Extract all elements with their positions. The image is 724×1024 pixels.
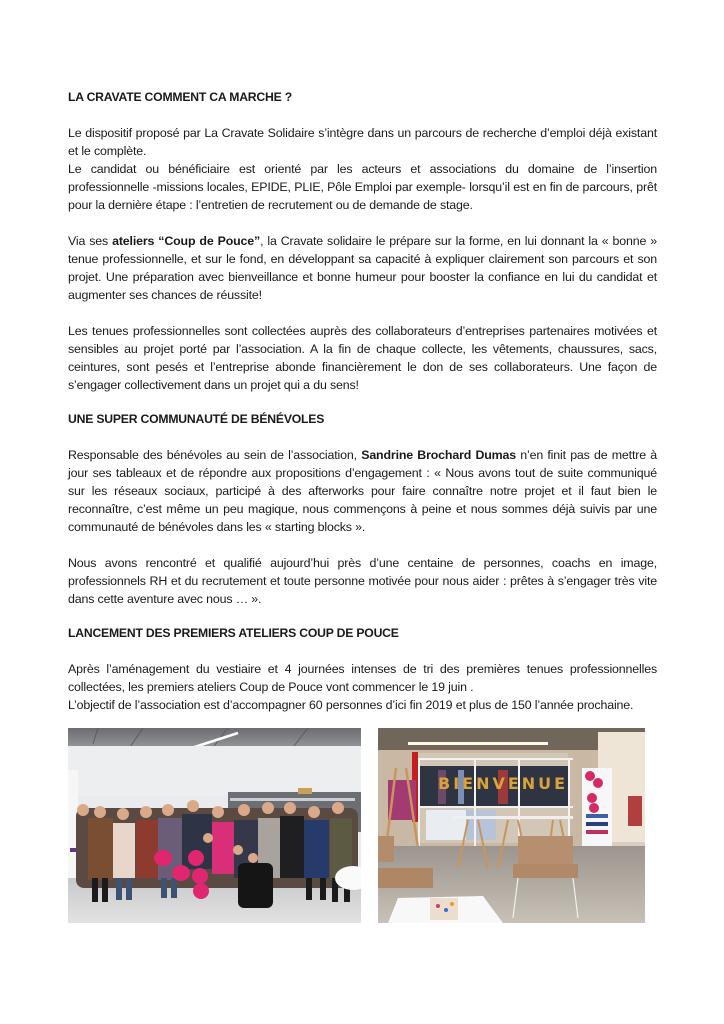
document-page (68, 88, 657, 714)
bienvenue-balloons (438, 774, 568, 793)
bold-text: Sandrine Brochard Dumas (361, 448, 517, 462)
section-heading: LA CRAVATE COMMENT CA MARCHE ? (68, 90, 292, 104)
paragraph (68, 232, 657, 304)
paragraph: Après l’aménagement du vestiaire et 4 journées intenses de tri des premières tenues professionnelles collectées, les premiers ateliers Coup de Pouce vont commencer le 19 juin . (68, 662, 657, 694)
paragraph-text: , la Cravate solidaire le prépare sur la forme, en lui donnant la « bonne » tenue professionnelle, et sur le fond, en développant sa capacité à expliquer clairement son parcours et son projet. Une préparation avec bienveillance et bonne humeur pour booster la confiance en lui du candidat et augmenter ses chances de réussite! (68, 234, 657, 302)
paragraph (68, 446, 657, 536)
showroom-photo-image (378, 728, 645, 923)
section-heading: LANCEMENT DES PREMIERS ATELIERS COUP DE POUCE (68, 626, 399, 640)
clothing-rack (412, 752, 573, 848)
paragraph: L’objectif de l’association est d’accompagner 60 personnes d’ici fin 2019 et plus de 150 l’année prochaine. (68, 698, 634, 712)
group-photo (68, 728, 361, 923)
paragraph-text: Responsable des bénévoles au sein de l’association, (68, 448, 362, 462)
group-photo-image (68, 728, 361, 923)
paragraph: Le candidat ou bénéficiaire est orienté par les acteurs et associations du domaine de l’insertion professionnelle -missions locales, EPIDE, PLIE, Pôle Emploi par exemple- lorsqu’il est en fin de parcours, prêt pour la dernière étape : l’entretien de recrutement ou de demande de stage. (68, 162, 657, 212)
paragraph: Le dispositif proposé par La Cravate Solidaire s’intègre dans un parcours de recherche d’emploi déjà existant et le complète. (68, 126, 657, 158)
paragraph: Les tenues professionnelles sont collectées auprès des collaborateurs d’entreprises partenaires motivées et sensibles au projet porté par l’association. A la fin de chaque collecte, les vêtements, chaussures, sacs, ceintures, sont pesés et l’entreprise abonde financièrement le don de ses collaborateurs. Une façon de s’engager collectivement dans un projet qui a du sens! (68, 324, 657, 392)
bold-text: ateliers “Coup de Pouce” (112, 234, 261, 248)
showroom-photo (378, 728, 645, 923)
bienvenue-text: BIENVENUE (438, 774, 569, 793)
paragraph-text: Via ses (68, 234, 113, 248)
paragraph: Nous avons rencontré et qualifié aujourd’hui près d’une centaine de personnes, coachs en image, professionnels RH et du recrutement et toute personne motivée pour nous aider : prêtes à s’engager très vite dans cette aventure avec nous … ». (68, 556, 657, 606)
section-heading: UNE SUPER COMMUNAUTÉ DE BÉNÉVOLES (68, 412, 325, 426)
photo-row (0, 728, 724, 924)
paragraph-text: n’en finit pas de mettre à jour ses tableaux et de répondre aux propositions d’engagement : « Nous avons tout de suite communiqué sur les réseaux sociaux, participé à des afterworks pour faire connaître notre projet et il faut bien le reconnaître, c’est même un peu magique, nous commençons à peine et nous sommes déjà suivis par une communauté de bénévoles dans les « starting blocks ». (68, 448, 657, 534)
